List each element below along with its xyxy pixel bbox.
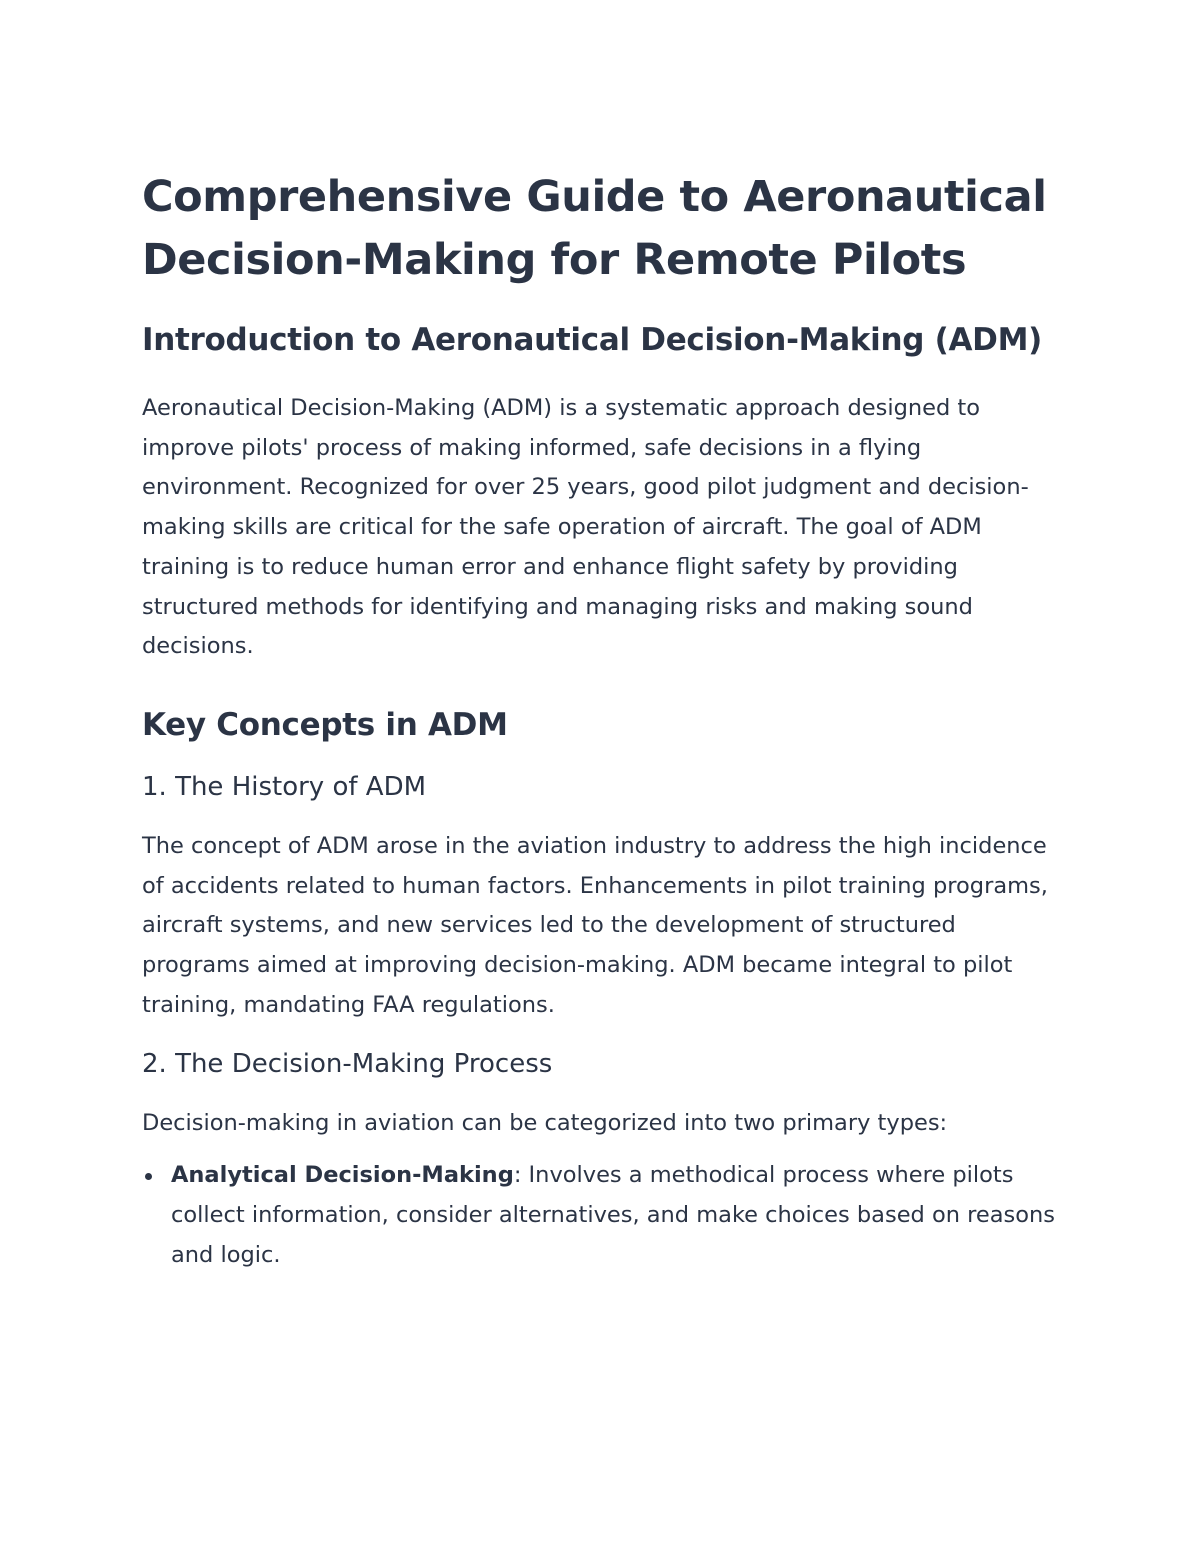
decision-process-paragraph: Decision-making in aviation can be categorized into two primary types: bbox=[142, 1110, 948, 1137]
list-item-text: : Involves a methodical process where pilots collect information, consider alternatives, and make choices based on reasons and logic. bbox=[171, 1162, 1056, 1268]
subsection-heading-decision-process: 2. The Decision-Making Process bbox=[142, 1049, 553, 1080]
section-heading-introduction: Introduction to Aeronautical Decision-Making (ADM) bbox=[142, 322, 1043, 358]
section-heading-key-concepts: Key Concepts in ADM bbox=[142, 706, 508, 743]
bullet-icon bbox=[145, 1173, 152, 1180]
introduction-paragraph: Aeronautical Decision-Making (ADM) is a systematic approach designed to improve pilots' process of making informed, safe decisions in a flying environment. Recognized for over 25 years, good pilot judgment and decision-making skills are critical for the safe operation of aircraft. The goal of ADM training is to reduce human error and enhance flight safety by providing structured methods for identifying and managing risks and making sound decisions. bbox=[142, 395, 1029, 660]
subsection-heading-history: 1. The History of ADM bbox=[142, 771, 427, 802]
list-item bbox=[142, 1156, 1060, 1275]
decision-types-list bbox=[142, 1156, 1060, 1275]
history-paragraph: The concept of ADM arose in the aviation industry to address the high incidence of accidents related to human factors. Enhancements in pilot training programs, aircraft systems, and new services led to the development of structured programs aimed at improving decision-making. ADM became integral to pilot training, mandating FAA regulations. bbox=[142, 832, 1048, 1018]
document-title: Comprehensive Guide to Aeronautical Decision-Making for Remote Pilots bbox=[142, 172, 1047, 285]
list-item-term: Analytical Decision-Making bbox=[171, 1162, 514, 1189]
